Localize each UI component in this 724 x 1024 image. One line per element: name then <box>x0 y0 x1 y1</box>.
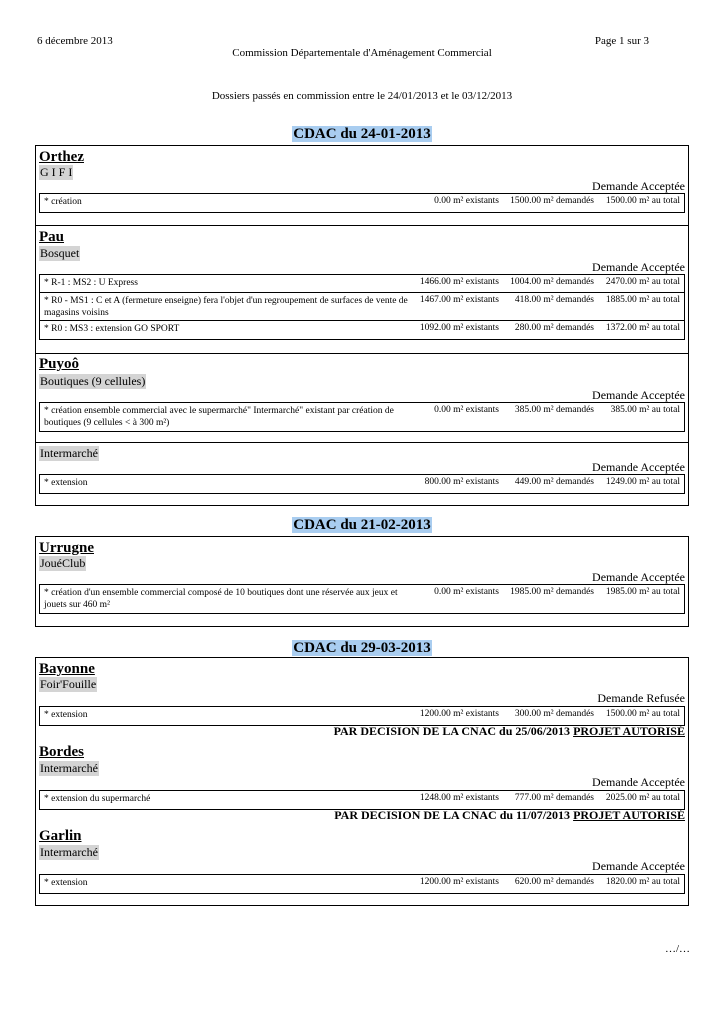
request-status: Demande Acceptée <box>592 460 685 474</box>
row-description: * R0 : MS3 : extension GO SPORT <box>44 324 180 334</box>
table-row <box>40 875 684 893</box>
store-name: Foir'Fouille <box>40 677 97 691</box>
total-area: 385.00 m² au total <box>610 405 680 415</box>
cnac-decision: PAR DECISION DE LA CNAC du 25/06/2013 PROJET AUTORISÉ <box>333 724 685 738</box>
city-name: Bayonne <box>39 661 95 677</box>
store-name: Bosquet <box>40 246 80 260</box>
cdac-section <box>35 145 689 506</box>
row-description: * extension <box>44 710 88 720</box>
page-number: Page 1 sur 3 <box>594 35 649 47</box>
row-description: * création d'un ensemble commercial composé de 10 boutiques dont une réservée aux jeux et jouets sur 460 m² <box>44 588 398 610</box>
row-description: * R0 - MS1 : C et A (fermeture enseigne) fera l'objet d'un regroupement de surfaces de vente de magasins voisins <box>44 296 408 318</box>
table-row <box>40 194 684 212</box>
row-description: * création <box>44 197 82 207</box>
cdac-section <box>35 657 689 906</box>
table-row <box>40 321 684 339</box>
total-area: 1820.00 m² au total <box>605 877 680 887</box>
table-row <box>40 293 684 321</box>
cdac-session-title: CDAC du 21-02-2013 <box>293 517 431 533</box>
table-row <box>40 707 684 725</box>
request-table <box>39 193 685 213</box>
cdac-session-title: CDAC du 29-03-2013 <box>293 640 431 656</box>
existing-area: 800.00 m² existants <box>424 477 499 487</box>
total-area: 1500.00 m² au total <box>605 196 680 206</box>
row-description: * création ensemble commercial avec le supermarché" Intermarché" existant par création de boutiques (9 cellules < à 300 m²) <box>44 406 394 428</box>
request-table <box>39 474 685 494</box>
existing-area: 1467.00 m² existants <box>419 295 499 305</box>
organization-name: Commission Départementale d'Aménagement Commercial <box>232 47 492 59</box>
request-table <box>39 874 685 894</box>
existing-area: 0.00 m² existants <box>434 587 499 597</box>
table-row <box>40 275 684 293</box>
request-status: Demande Acceptée <box>592 570 685 584</box>
request-status: Demande Acceptée <box>592 859 685 873</box>
store-name: Intermarché <box>40 761 98 775</box>
report-subtitle: Dossiers passés en commission entre le 24/01/2013 et le 03/12/2013 <box>211 90 513 102</box>
city-name: Bordes <box>39 744 84 760</box>
row-description: * extension <box>44 878 88 888</box>
divider <box>36 225 688 226</box>
requested-area: 300.00 m² demandés <box>514 709 594 719</box>
request-table <box>39 274 685 340</box>
city-name: Orthez <box>39 149 84 165</box>
requested-area: 777.00 m² demandés <box>514 793 594 803</box>
requested-area: 1985.00 m² demandés <box>510 587 594 597</box>
store-name: JouéClub <box>40 556 86 570</box>
store-name: G I F I <box>40 165 73 179</box>
requested-area: 385.00 m² demandés <box>514 405 594 415</box>
existing-area: 1466.00 m² existants <box>419 277 499 287</box>
request-status: Demande Refusée <box>597 691 685 705</box>
document-date: 6 décembre 2013 <box>37 35 113 47</box>
request-table <box>39 790 685 810</box>
requested-area: 280.00 m² demandés <box>514 323 594 333</box>
requested-area: 1004.00 m² demandés <box>510 277 594 287</box>
request-status: Demande Acceptée <box>592 179 685 193</box>
request-table <box>39 402 685 432</box>
existing-area: 1200.00 m² existants <box>419 877 499 887</box>
total-area: 1249.00 m² au total <box>605 477 680 487</box>
row-description: * R-1 : MS2 : U Express <box>44 278 138 288</box>
city-name: Puyoô <box>39 356 80 372</box>
existing-area: 1092.00 m² existants <box>419 323 499 333</box>
table-row <box>40 585 684 613</box>
total-area: 2470.00 m² au total <box>605 277 680 287</box>
total-area: 1885.00 m² au total <box>605 295 680 305</box>
request-table <box>39 706 685 726</box>
city-name: Pau <box>39 229 65 245</box>
table-row <box>40 791 684 809</box>
continuation-marker: …/… <box>664 943 690 955</box>
request-status: Demande Acceptée <box>592 388 685 402</box>
request-table <box>39 584 685 614</box>
decision-result: PROJET AUTORISÉ <box>573 724 685 738</box>
row-description: * extension du supermarché <box>44 794 151 804</box>
requested-area: 449.00 m² demandés <box>514 477 594 487</box>
requested-area: 418.00 m² demandés <box>514 295 594 305</box>
total-area: 1500.00 m² au total <box>605 709 680 719</box>
total-area: 1372.00 m² au total <box>605 323 680 333</box>
store-name: Intermarché <box>40 446 98 460</box>
existing-area: 0.00 m² existants <box>434 405 499 415</box>
total-area: 2025.00 m² au total <box>605 793 680 803</box>
cdac-section <box>35 536 689 627</box>
existing-area: 1200.00 m² existants <box>419 709 499 719</box>
city-name: Garlin <box>39 828 82 844</box>
requested-area: 1500.00 m² demandés <box>510 196 594 206</box>
row-description: * extension <box>44 478 88 488</box>
divider <box>36 353 688 354</box>
existing-area: 0.00 m² existants <box>434 196 499 206</box>
divider <box>36 442 688 443</box>
cdac-session-title: CDAC du 24-01-2013 <box>293 126 431 142</box>
request-status: Demande Acceptée <box>592 260 685 274</box>
requested-area: 620.00 m² demandés <box>514 877 594 887</box>
store-name: Boutiques (9 cellules) <box>40 374 146 388</box>
store-name: Intermarché <box>40 845 98 859</box>
city-name: Urrugne <box>39 540 94 556</box>
request-status: Demande Acceptée <box>592 775 685 789</box>
decision-result: PROJET AUTORISÉ <box>573 808 685 822</box>
existing-area: 1248.00 m² existants <box>419 793 499 803</box>
table-row <box>40 475 684 493</box>
total-area: 1985.00 m² au total <box>605 587 680 597</box>
table-row <box>40 403 684 431</box>
cnac-decision: PAR DECISION DE LA CNAC du 11/07/2013 PROJET AUTORISÉ <box>334 808 685 822</box>
